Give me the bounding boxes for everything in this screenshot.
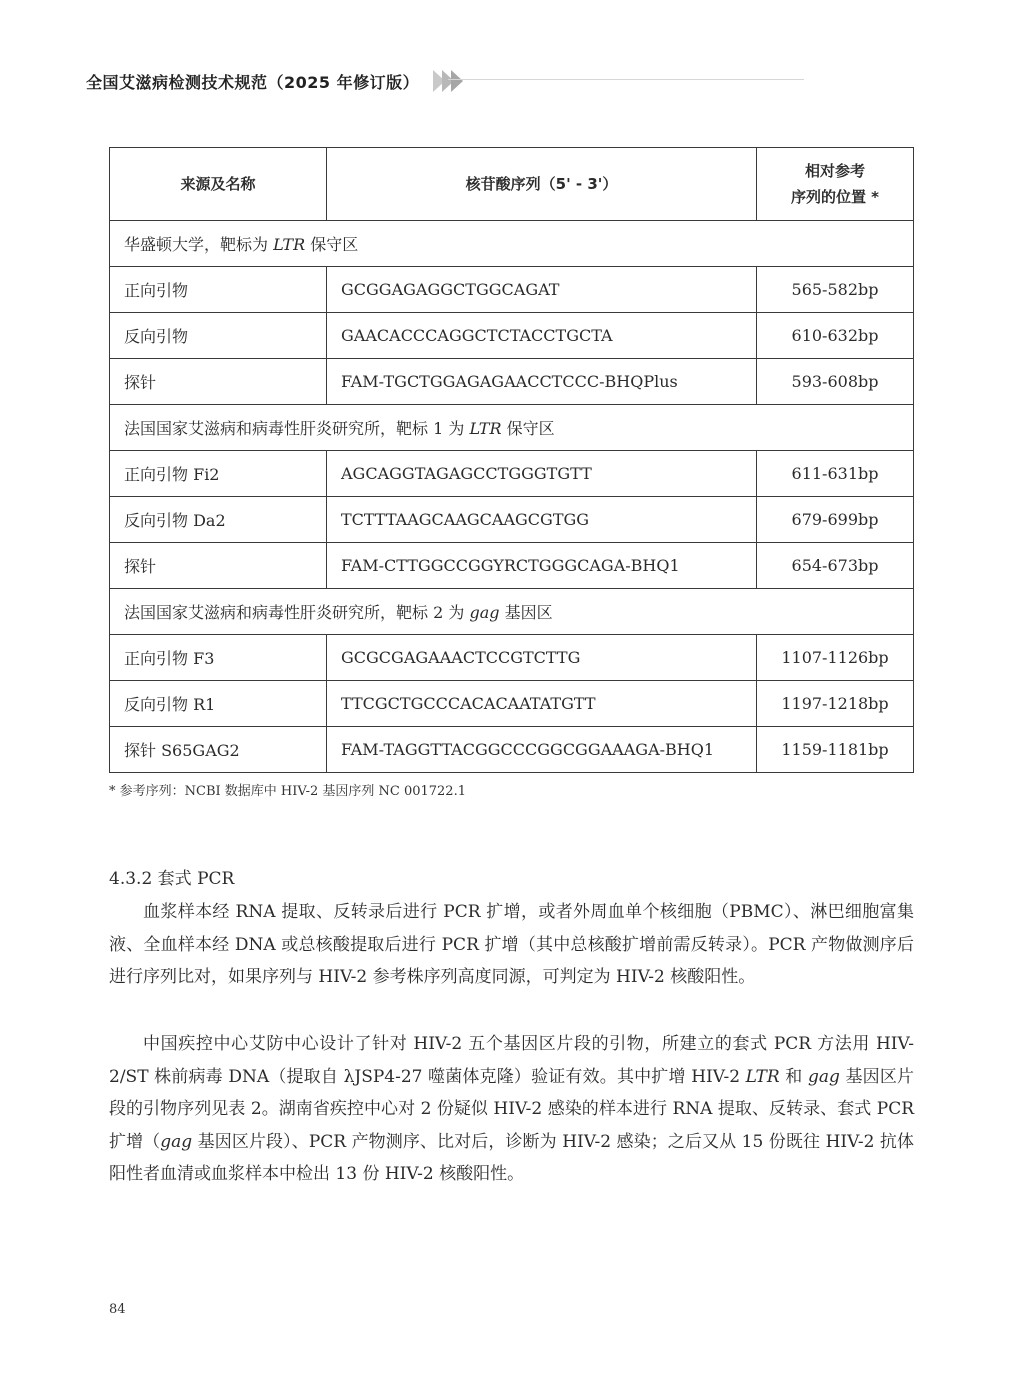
text-run: 保守区 (501, 419, 555, 438)
col-header-sequence: 核苷酸序列（5' - 3'） (327, 148, 757, 221)
table-row (110, 313, 914, 359)
header-rule (448, 79, 804, 80)
cell-position: 654-673bp (757, 543, 914, 589)
text-run: 华盛顿大学，靶标为 (124, 235, 274, 254)
text-run: 中国疾控中心艾防中心设计了针对 HIV-2 五个基因区片段的引物，所建立的套式 PCR 方法用 HIV-2/ST 株前病毒 DNA（提取自 λJSP4-27 噬菌体克隆）验证有效。其中扩增 HIV-2 (109, 1034, 914, 1087)
italic-term: LTR (745, 1066, 780, 1087)
page-number: 84 (109, 1302, 126, 1317)
cell-position: 565-582bp (757, 267, 914, 313)
table-group-row (110, 221, 914, 267)
cell-sequence: FAM-TAGGTTACGGCCCGGCGGAAAGA-BHQ1 (327, 727, 757, 773)
group-heading (110, 221, 914, 267)
text-run: 血浆样本经 RNA 提取、反转录后进行 PCR 扩增，或者外周血单个核细胞（PBMC）、淋巴细胞富集液、全血样本经 DNA 或总核酸提取后进行 PCR 扩增（其中总核酸扩增前需反转录）。PCR 产物做测序后进行序列比对，如果序列与 HIV-2 参考株序列高度同源，可判定为 HIV-2 核酸阳性。 (109, 902, 914, 987)
table-row (110, 543, 914, 589)
cell-sequence: AGCAGGTAGAGCCTGGGTGTT (327, 451, 757, 497)
group-heading (110, 405, 914, 451)
italic-term: LTR (469, 419, 502, 438)
cell-position: 1107-1126bp (757, 635, 914, 681)
table-group-row (110, 589, 914, 635)
cell-name: 反向引物 R1 (110, 681, 327, 727)
text-run: 和 (779, 1066, 808, 1087)
paragraph-1 (109, 896, 914, 994)
col-header-source: 来源及名称 (110, 148, 327, 221)
table-body (110, 221, 914, 773)
table-group-row (110, 405, 914, 451)
cell-sequence: GAACACCCAGGCTCTACCTGCTA (327, 313, 757, 359)
cell-name: 正向引物 (110, 267, 327, 313)
group-heading (110, 589, 914, 635)
cell-name: 正向引物 Fi2 (110, 451, 327, 497)
cell-name: 反向引物 Da2 (110, 497, 327, 543)
col-header-position (757, 148, 914, 221)
cell-name: 反向引物 (110, 313, 327, 359)
cell-position: 593-608bp (757, 359, 914, 405)
section-heading: 4.3.2 套式 PCR (109, 869, 235, 889)
text-run: 法国国家艾滋病和病毒性肝炎研究所，靶标 1 为 (124, 419, 470, 438)
cell-position: 679-699bp (757, 497, 914, 543)
italic-term: LTR (273, 235, 306, 254)
cell-name: 探针 (110, 359, 327, 405)
cell-sequence: TTCGCTGCCCACACAATATGTT (327, 681, 757, 727)
cell-position: 1159-1181bp (757, 727, 914, 773)
col-header-position-line: 序列的位置 * (790, 188, 880, 206)
cell-sequence: GCGGAGAGGCTGGCAGAT (327, 267, 757, 313)
text-run: 基因区 (499, 603, 553, 622)
table-row (110, 497, 914, 543)
table-footnote: * 参考序列：NCBI 数据库中 HIV-2 基因序列 NC 001722.1 (109, 784, 466, 799)
running-header (86, 66, 460, 96)
italic-term: gag (807, 1066, 840, 1087)
cell-name: 探针 S65GAG2 (110, 727, 327, 773)
cell-name: 探针 (110, 543, 327, 589)
table-row (110, 635, 914, 681)
cell-sequence: FAM-TGCTGGAGAGAACCTCCC-BHQPlus (327, 359, 757, 405)
table-row (110, 727, 914, 773)
cell-position: 1197-1218bp (757, 681, 914, 727)
table-row (110, 359, 914, 405)
table-row (110, 267, 914, 313)
running-title: 全国艾滋病检测技术规范（2025 年修订版） (86, 72, 420, 92)
table-row (110, 681, 914, 727)
cell-sequence: FAM-CTTGGCCGGYRCTGGGCAGA-BHQ1 (327, 543, 757, 589)
primer-table (109, 147, 914, 773)
cell-sequence: GCGCGAGAAACTCCGTCTTG (327, 635, 757, 681)
triple-chevron-icon (433, 70, 460, 92)
cell-position: 611-631bp (757, 451, 914, 497)
italic-term: gag (469, 603, 500, 622)
col-header-position-line: 相对参考 (804, 162, 865, 180)
table-row (110, 451, 914, 497)
cell-name: 正向引物 F3 (110, 635, 327, 681)
cell-position: 610-632bp (757, 313, 914, 359)
text-run: 保守区 (305, 235, 359, 254)
text-run: 基因区片段）、PCR 产物测序、比对后，诊断为 HIV-2 感染；之后又从 15 份既往 HIV-2 抗体阳性者血清或血浆样本中检出 13 份 HIV-2 核酸阳性。 (109, 1131, 914, 1184)
paragraph-2 (109, 1028, 914, 1191)
text-run: 基因区片段的引物序列见表 2。湖南省疾控中心对 2 份疑似 HIV-2 感染的样本进行 RNA 提取、反转录、套式 PCR 扩增（ (109, 1066, 914, 1152)
table-header-row (110, 148, 914, 221)
italic-term: gag (160, 1131, 193, 1152)
cell-sequence: TCTTTAAGCAAGCAAGCGTGG (327, 497, 757, 543)
text-run: 法国国家艾滋病和病毒性肝炎研究所，靶标 2 为 (124, 603, 470, 622)
